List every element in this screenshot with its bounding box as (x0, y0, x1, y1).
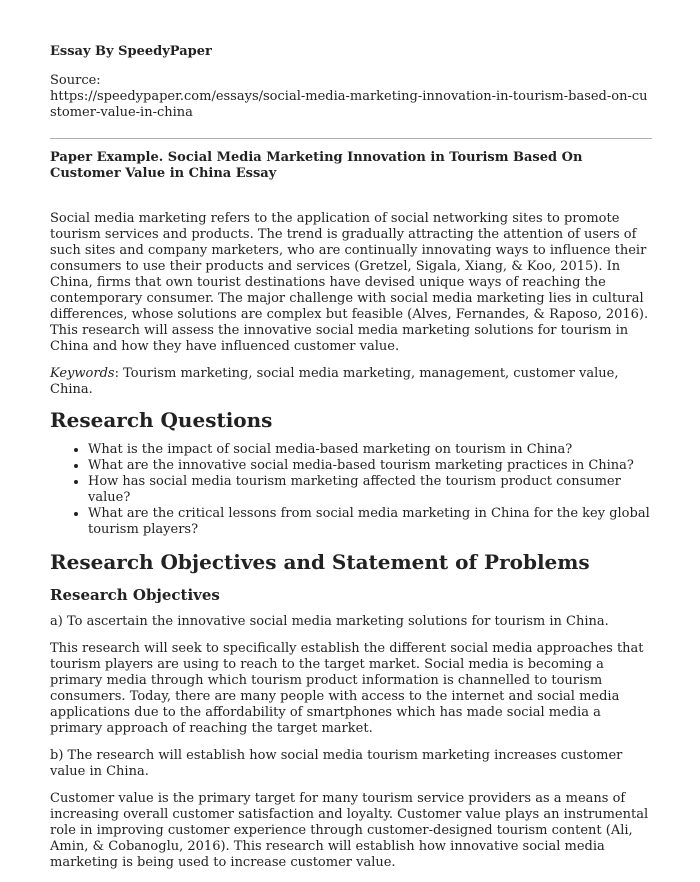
essay-body (50, 211, 654, 882)
list-item: • What is the impact of social media-based marketing on tourism in China? (88, 442, 654, 458)
research-questions-list (50, 442, 654, 538)
essay-by-line: Essay By SpeedyPaper (50, 44, 212, 59)
intro-paragraph: Social media marketing refers to the application of social networking sites to promote tourism services and products. The trend is gradually attracting the attention of users of such sites and company marketers, who are continually innovating ways to influence their consumers to use their products and services (Gretzel, Sigala, Xiang, & Koo, 2015). In China, firms that own tourist destinations have devised unique ways of reaching the contemporary consumer. The major challenge with social media marketing lies in cultural differences, whose solutions are complex but feasible (Alves, Fernandes, & Raposo, 2016). This research will assess the innovative social media marketing solutions for tourism in China and how they have influenced customer value. (50, 211, 649, 354)
objective-b-paragraph: Customer value is the primary target for many tourism service providers as a means of increasing overall customer satisfaction and loyalty. Customer value plays an instrumental role in improving customer experience through customer-designed tourism content (Ali, Amin, & Cobanoglu, 2016). This research will establish how innovative social media marketing is being used to increase customer value. (50, 791, 649, 870)
keywords-line (50, 366, 654, 398)
source-label: Source: (50, 73, 101, 88)
keywords-text: : Tourism marketing, social media marketing, management, customer value, China. (50, 366, 619, 397)
objective-a: a) To ascertain the innovative social media marketing solutions for tourism in China. (50, 614, 609, 629)
paper-title: Paper Example. Social Media Marketing Innovation in Tourism Based On Customer Value in China Essay (50, 150, 583, 181)
objectives-heading: Research Objectives and Statement of Problems (50, 550, 590, 574)
list-item: • How has social media tourism marketing affected the tourism product consumer value? (88, 474, 654, 506)
list-item: • What are the critical lessons from social media marketing in China for the key global tourism players? (88, 506, 654, 538)
research-questions-heading: Research Questions (50, 408, 273, 432)
keywords-label: Keywords (50, 366, 115, 381)
source-url: https://speedypaper.com/essays/social-media-marketing-innovation-in-tourism-based-on-customer-value-in-china (50, 89, 648, 120)
list-item: • What are the innovative social media-based tourism marketing practices in China? (88, 458, 654, 474)
divider (50, 138, 652, 139)
research-objectives-subheading: Research Objectives (50, 586, 220, 604)
objective-a-paragraph: This research will seek to specifically establish the different social media approaches that tourism players are using to reach to the target market. Social media is becoming a primary media through which tourism product information is channelled to tourism consumers. Today, there are many people with access to the internet and social media applications due to the affordability of smartphones which has made social media a primary approach of reaching the target market. (50, 641, 644, 736)
objective-b: b) The research will establish how social media tourism marketing increases customer value in China. (50, 748, 623, 779)
